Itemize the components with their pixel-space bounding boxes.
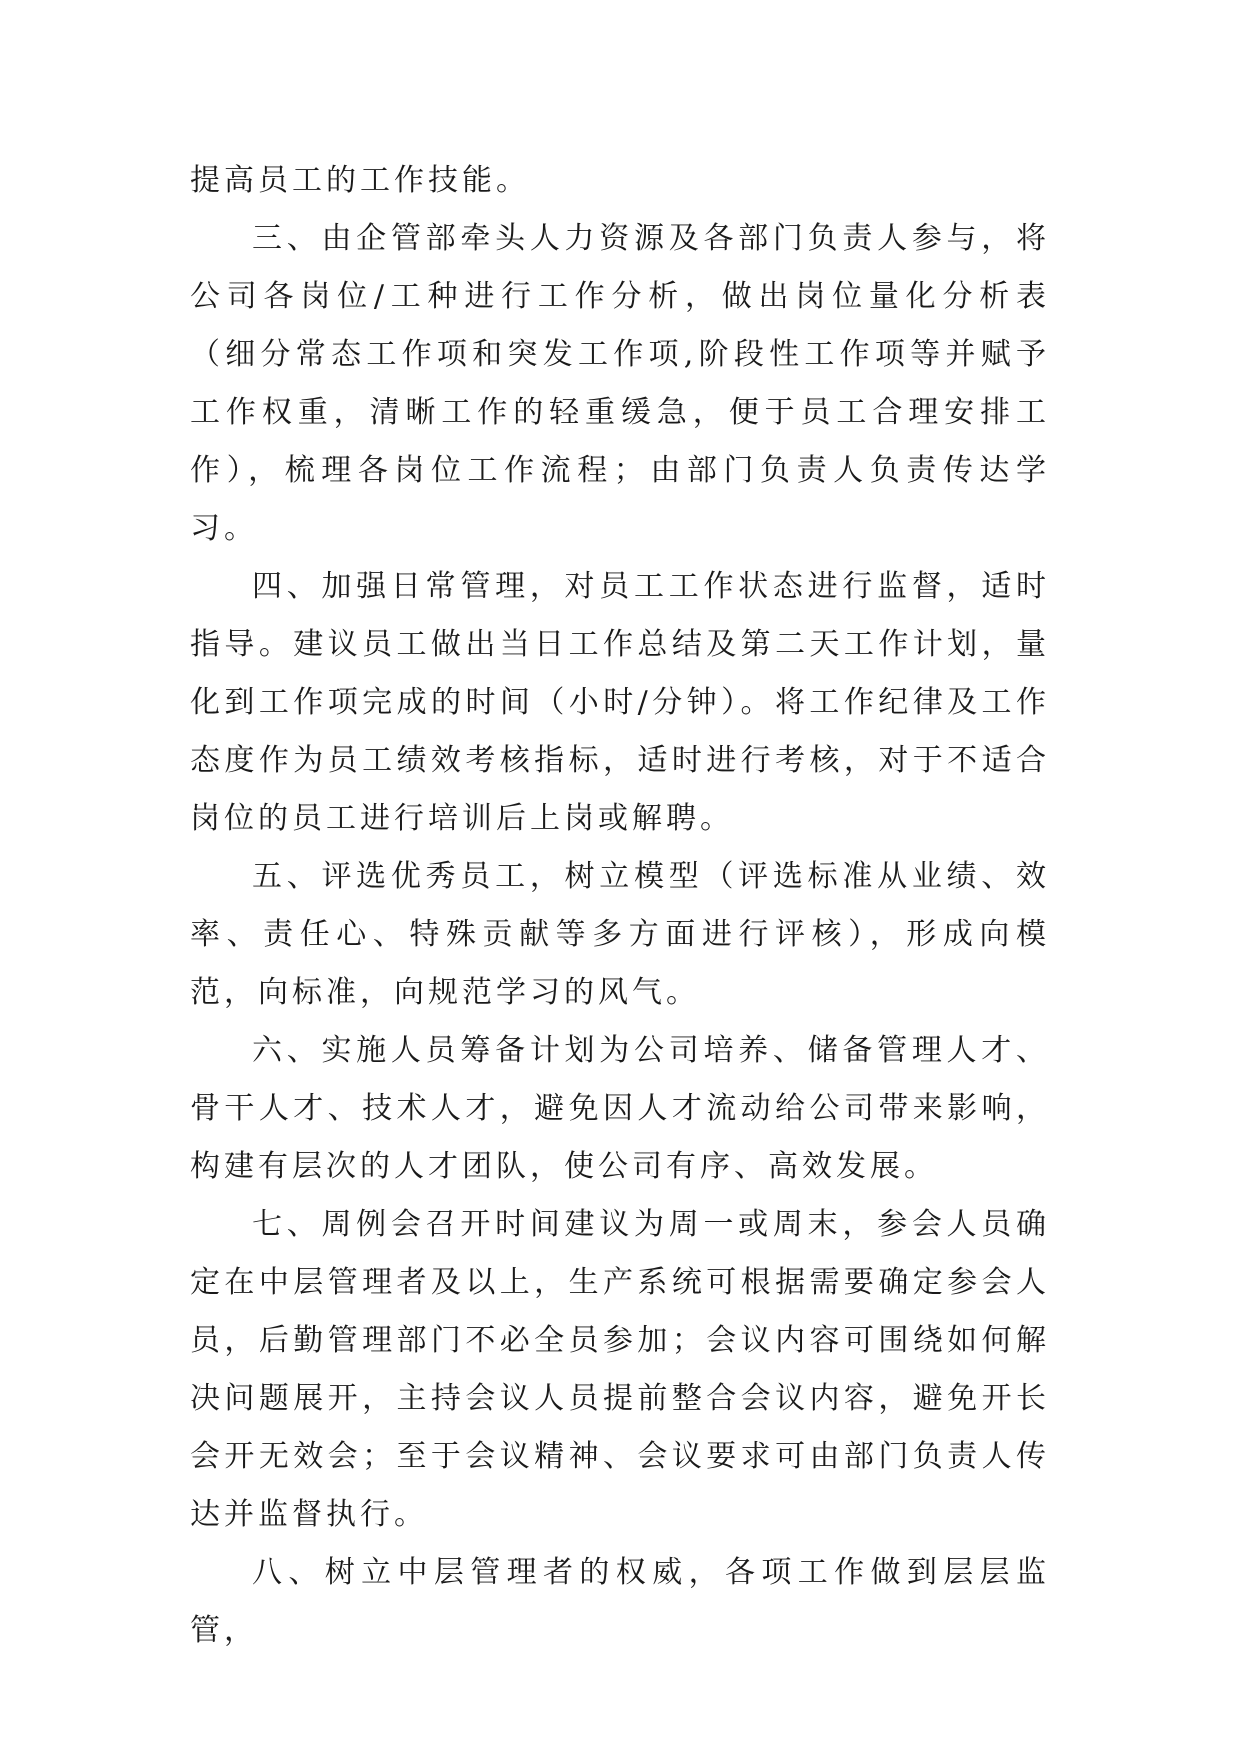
paragraph-continuation: 提高员工的工作技能。: [190, 163, 530, 198]
paragraph-item-3: 三、由企管部牵头人力资源及各部门负责人参与，将公司各岗位/工种进行工作分析，做出岗位量化分析表（细分常态工作项和突发工作项,阶段性工作项等并赋予工作权重，清晰工作的轻重缓急，便于员工合理安排工作），梳理各岗位工作流程；由部门负责人负责传达学习。: [190, 221, 1050, 546]
paragraph-item-5: 五、评选优秀员工，树立模型（评选标准从业绩、效率、责任心、特殊贡献等多方面进行评核），形成向模范，向标准，向规范学习的风气。: [190, 859, 1050, 1010]
document-body: [190, 152, 1050, 1660]
paragraph-item-8: 八、树立中层管理者的权威，各项工作做到层层监管，: [190, 1555, 1050, 1648]
paragraph-item-6: 六、实施人员筹备计划为公司培养、储备管理人才、骨干人才、技术人才，避免因人才流动给公司带来影响，构建有层次的人才团队，使公司有序、高效发展。: [190, 1033, 1050, 1184]
paragraph-item-4: 四、加强日常管理，对员工工作状态进行监督，适时指导。建议员工做出当日工作总结及第二天工作计划，量化到工作项完成的时间（小时/分钟）。将工作纪律及工作态度作为员工绩效考核指标，适时进行考核，对于不适合岗位的员工进行培训后上岗或解聘。: [190, 569, 1050, 836]
paragraph-item-7: 七、周例会召开时间建议为周一或周末，参会人员确定在中层管理者及以上，生产系统可根据需要确定参会人员，后勤管理部门不必全员参加；会议内容可围绕如何解决问题展开，主持会议人员提前整合会议内容，避免开长会开无效会；至于会议精神、会议要求可由部门负责人传达并监督执行。: [190, 1207, 1050, 1532]
